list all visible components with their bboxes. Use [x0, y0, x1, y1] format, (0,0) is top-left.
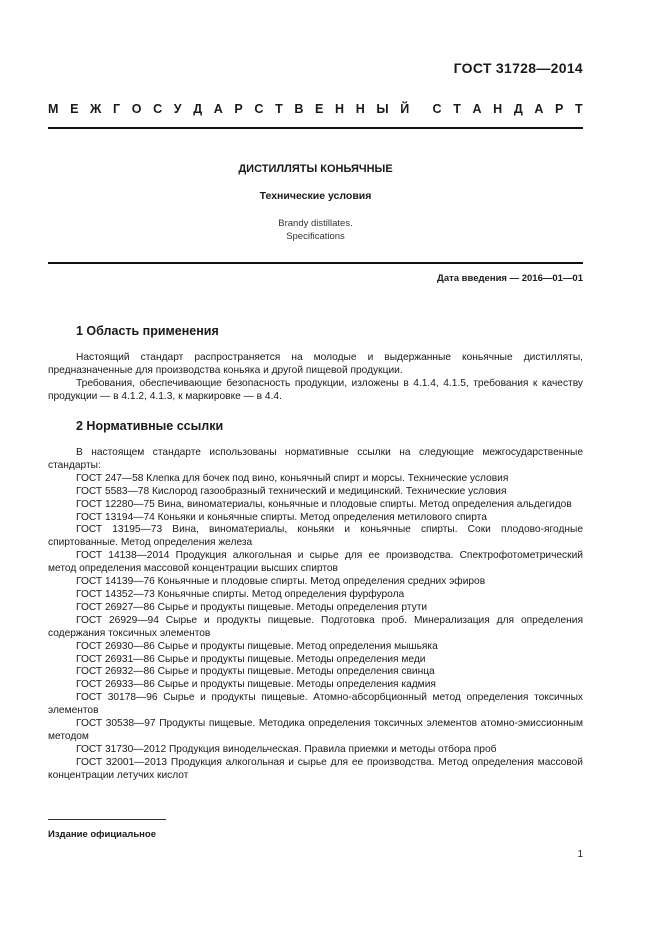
section1-paragraph: Требования, обеспечивающие безопасность продукции, изложены в 4.1.4, 4.1.5, требования к качеству продукции — в 4.1.2, 4.1.3, к маркировке — в 4.4.: [48, 377, 583, 402]
reference-item: ГОСТ 26933—86 Сырье и продукты пищевые. Методы определения кадмия: [76, 679, 436, 691]
standard-type-letter: Р: [234, 102, 243, 116]
standard-type-letter: Н: [335, 102, 345, 116]
section1-body: [48, 352, 583, 404]
standard-type-letter: Н: [355, 102, 365, 116]
standard-type-letter: С: [254, 102, 264, 116]
standard-type-letter: А: [534, 102, 544, 116]
standard-type-letter: Р: [555, 102, 564, 116]
section1-paragraph: Настоящий стандарт распространяется на молодые и выдержанные коньячные дистилляты, предназначенные для производства коньяка и другой пищевой продукции.: [48, 352, 583, 376]
standard-type-letter: Д: [193, 102, 203, 116]
english-title-line1: Brandy distillates.: [278, 218, 353, 229]
reference-item: ГОСТ 247—58 Клепка для бочек под вино, коньячный спирт и морсы. Технические условия: [76, 472, 509, 484]
standard-type-letter: Т: [275, 102, 283, 116]
standard-type-letter: С: [432, 102, 442, 116]
official-edition-label: Издание официальное: [48, 829, 156, 840]
title-divider: [48, 262, 583, 264]
gost-number: ГОСТ 31728—2014: [453, 60, 583, 76]
standard-type-letter: Т: [575, 102, 583, 116]
standard-type-letter: А: [472, 102, 482, 116]
reference-item: ГОСТ 30178—96 Сырье и продукты пищевые. Атомно-абсорбционный метод определения токсичных элементов: [48, 692, 583, 717]
references-intro: В настоящем стандарте использованы нормативные ссылки на следующие межгосударственные стандарты:: [48, 447, 583, 471]
standard-type-heading: [48, 102, 583, 116]
introduction-date: Дата введения — 2016—01—01: [437, 273, 583, 284]
reference-item: ГОСТ 14352—73 Коньячные спирты. Метод определения фурфурола: [76, 588, 405, 600]
standard-type-letter: М: [48, 102, 59, 116]
reference-item: ГОСТ 14139—76 Коньячные и плодовые спирты. Метод определения средних эфиров: [76, 576, 486, 588]
standard-type-letter: Е: [315, 102, 324, 116]
header-divider: [48, 127, 583, 129]
standard-type-letter: Г: [113, 102, 121, 116]
footer-divider: [48, 819, 166, 820]
reference-item: ГОСТ 5583—78 Кислород газообразный технический и медицинский. Технические условия: [76, 485, 507, 497]
standard-type-letter: Е: [70, 102, 79, 116]
reference-item: ГОСТ 26931—86 Сырье и продукты пищевые. Методы определения меди: [76, 653, 426, 665]
standard-type-letter: Т: [453, 102, 461, 116]
document-subtitle: Технические условия: [259, 190, 372, 202]
page-number: 1: [577, 849, 583, 860]
standard-type-letter: О: [131, 102, 142, 116]
reference-item: ГОСТ 26932—86 Сырье и продукты пищевые. Методы определения свинца: [76, 666, 435, 678]
reference-item: ГОСТ 30538—97 Продукты пищевые. Методика определения токсичных элементов атомно-эмиссионным методом: [48, 718, 583, 742]
standard-type-letter: С: [153, 102, 163, 116]
reference-item: ГОСТ 13194—74 Коньяки и коньячные спирты. Метод определения метилового спирта: [76, 511, 487, 523]
reference-item: ГОСТ 26929—94 Сырье и продукты пищевые. Подготовка проб. Минерализация для определения содержания токсичных элементов: [48, 614, 583, 639]
reference-item: ГОСТ 32001—2013 Продукция алкогольная и сырье для ее производства. Метод определения массовой концентрации летучих кислот: [48, 756, 583, 781]
section2-heading: 2 Нормативные ссылки: [76, 419, 224, 433]
reference-item: ГОСТ 26930—86 Сырье и продукты пищевые. Метод определения мышьяка: [76, 640, 438, 652]
standard-type-letter: А: [213, 102, 223, 116]
references-list: [48, 447, 583, 783]
reference-item: ГОСТ 12280—75 Вина, виноматериалы, коньячные и плодовые спирты. Метод определения альдегидов: [76, 498, 572, 510]
standard-type-letter: Ж: [90, 102, 102, 116]
reference-item: ГОСТ 31730—2012 Продукция винодельческая. Правила приемки и методы отбора проб: [76, 743, 497, 755]
standard-type-letter: Д: [513, 102, 523, 116]
standard-type-letter: В: [294, 102, 304, 116]
standard-type-letter: Н: [493, 102, 503, 116]
reference-item: ГОСТ 13195—73 Вина, виноматериалы, коньяки и коньячные спирты. Соки плодово-ягодные спиртованные. Метод определения железа: [48, 524, 583, 549]
reference-item: ГОСТ 14138—2014 Продукция алкогольная и сырье для ее производства. Спектрофотометрический метод определения массовой концентрации высших спиртов: [48, 550, 583, 575]
standard-type-letter: Ы: [376, 102, 389, 116]
standard-type-letter: У: [173, 102, 182, 116]
english-title-line2: Specifications: [286, 231, 345, 242]
document-title: ДИСТИЛЛЯТЫ КОНЬЯЧНЫЕ: [238, 163, 393, 175]
section1-heading: 1 Область применения: [76, 324, 219, 338]
reference-item: ГОСТ 26927—86 Сырье и продукты пищевые. Методы определения ртути: [76, 601, 428, 613]
standard-type-letter: Й: [400, 102, 410, 116]
